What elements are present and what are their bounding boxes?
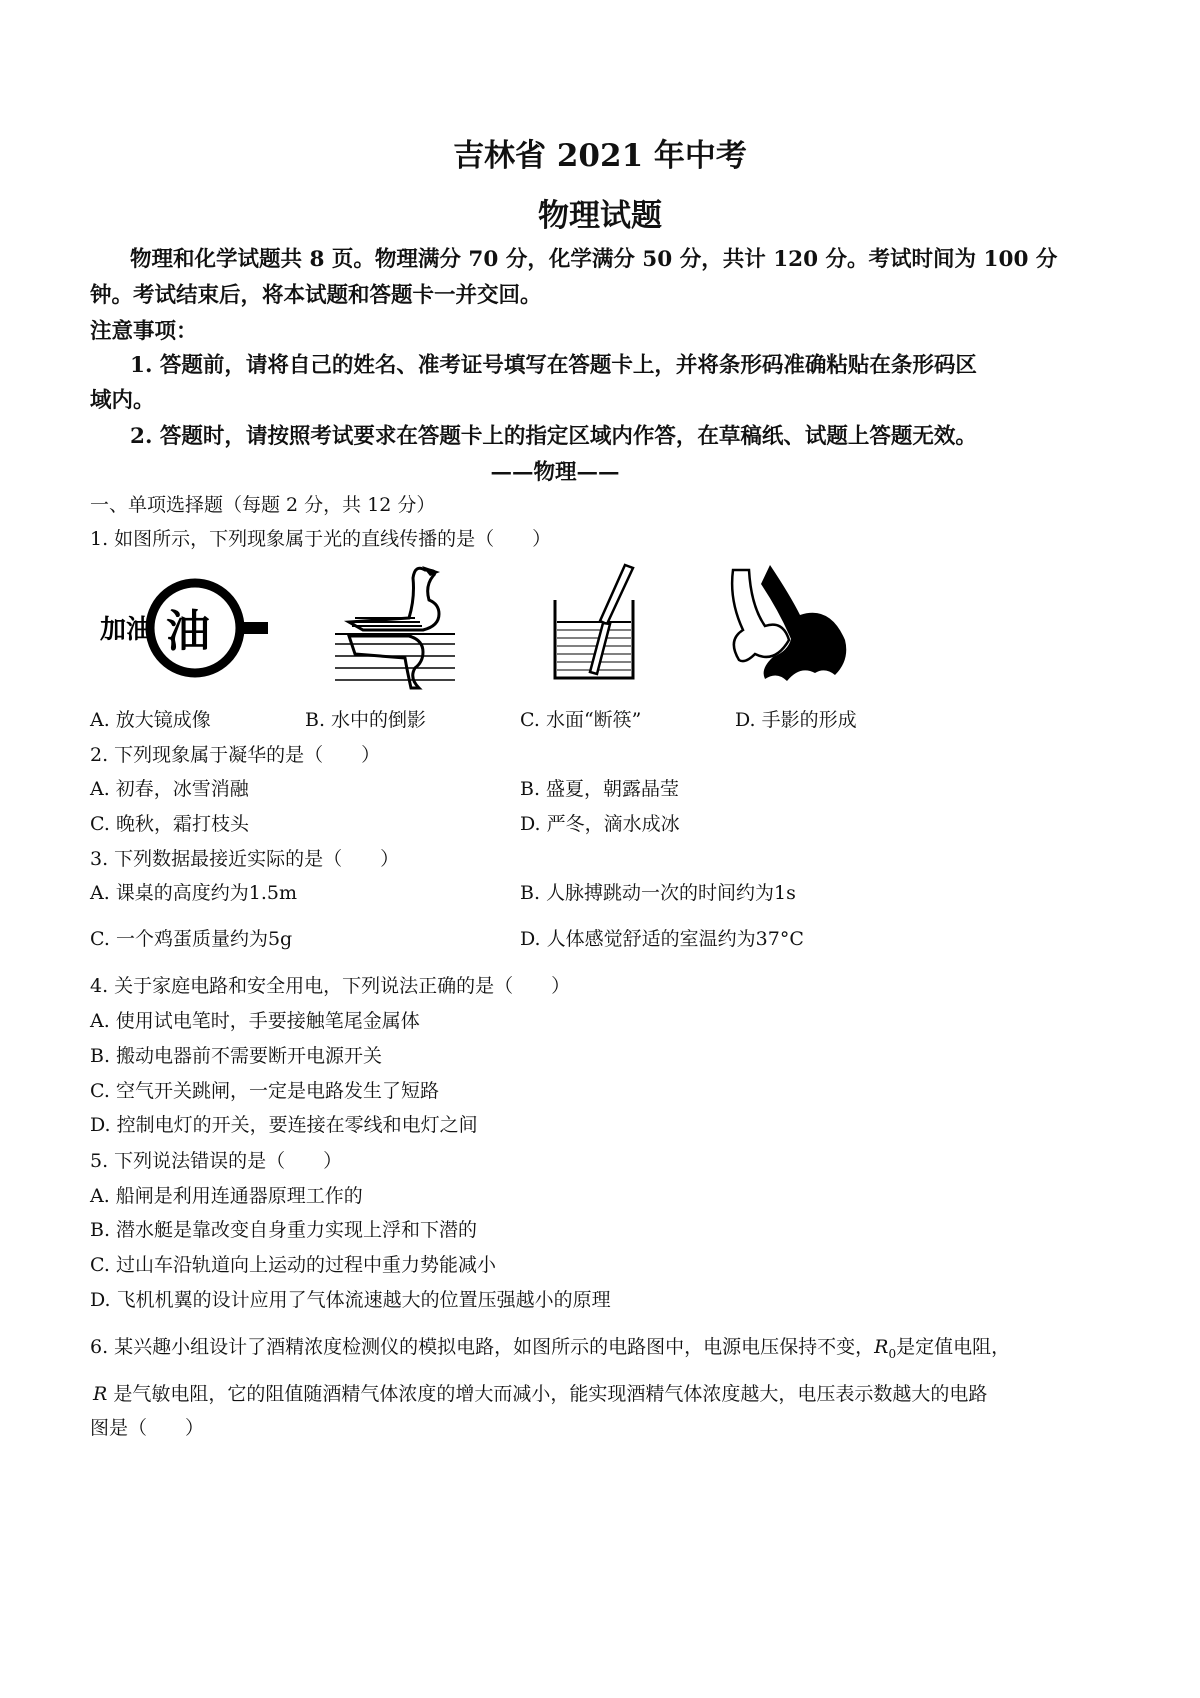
question-2-stem: 2. 下列现象属于凝华的是（ ） <box>90 744 381 766</box>
figure-c-chopsticks <box>545 560 655 690</box>
question-1-option-d: D. 手影的形成 <box>735 709 857 731</box>
question-4-option-b: B. 搬动电器前不需要断开电源开关 <box>90 1045 383 1067</box>
page-title: 吉林省 2021 年中考 <box>453 138 747 174</box>
subject-heading: ——物理—— <box>490 460 620 485</box>
svg-text:油: 油 <box>166 606 210 657</box>
question-2-option-c: C. 晚秋，霜打枝头 <box>90 813 249 835</box>
question-1-option-b: B. 水中的倒影 <box>305 709 427 731</box>
question-5-option-b: B. 潜水艇是靠改变自身重力实现上浮和下潜的 <box>90 1219 478 1241</box>
resistor-r0-symbol: $R_0$ <box>874 1336 897 1361</box>
question-1-option-a: A. 放大镜成像 <box>90 709 211 731</box>
resistor-r-symbol: R <box>93 1383 108 1405</box>
question-5-option-a: A. 船闸是利用连通器原理工作的 <box>90 1185 363 1207</box>
notice-2: 2. 答题时，请按照考试要求在答题卡上的指定区域内作答，在草稿纸、试题上答题无效。 <box>130 424 977 449</box>
question-3-option-b: B. 人脉搏跳动一次的时间约为1s <box>520 882 796 904</box>
question-4-option-a: A. 使用试电笔时，手要接触笔尾金属体 <box>90 1010 420 1032</box>
question-6-line-3: 图是（ ） <box>90 1417 205 1439</box>
question-4-option-c: C. 空气开关跳闸，一定是电路发生了短路 <box>90 1080 439 1102</box>
question-6-line-1-text: 6. 某兴趣小组设计了酒精浓度检测仪的模拟电路，如图所示的电路图中，电源电压保持不变， <box>90 1336 875 1358</box>
notice-1-line-1: 1. 答题前，请将自己的姓名、准考证号填写在答题卡上，并将条形码准确粘贴在条形码区 <box>130 353 977 378</box>
swan-reflection-icon <box>330 560 460 690</box>
question-5-option-d: D. 飞机机翼的设计应用了气体流速越大的位置压强越小的原理 <box>90 1289 611 1311</box>
question-1-option-c: C. 水面“断筷” <box>520 709 642 731</box>
question-6-line-2 <box>93 1379 987 1406</box>
hand-shadow-icon <box>725 560 850 690</box>
question-3-option-c: C. 一个鸡蛋质量约为5g <box>90 928 293 950</box>
figure-a-magnifier <box>95 560 275 690</box>
question-5-stem: 5. 下列说法错误的是（ ） <box>90 1150 343 1172</box>
question-6-line-1 <box>90 1332 1010 1361</box>
page-subtitle: 物理试题 <box>538 198 662 234</box>
question-6-line-1-end: 是定值电阻， <box>896 1336 1011 1358</box>
figure-a-text-small: 加油 <box>100 615 153 645</box>
question-3-stem: 3. 下列数据最接近实际的是（ ） <box>90 848 400 870</box>
figure-d-hand-shadow <box>725 560 850 690</box>
question-3-option-a: A. 课桌的高度约为1.5m <box>90 882 298 904</box>
part-heading: 一、单项选择题（每题 2 分，共 12 分） <box>90 494 436 516</box>
question-2-option-a: A. 初春，冰雪消融 <box>90 778 249 800</box>
notice-1-line-2: 域内。 <box>90 388 155 413</box>
question-4-stem: 4. 关于家庭电路和安全用电，下列说法正确的是（ ） <box>90 975 571 997</box>
question-1-stem: 1. 如图所示，下列现象属于光的直线传播的是（ ） <box>90 528 552 550</box>
question-5-option-c: C. 过山车沿轨道向上运动的过程中重力势能减小 <box>90 1254 496 1276</box>
question-2-option-d: D. 严冬，滴水成冰 <box>520 813 680 835</box>
question-6-line-2-text: 是气敏电阻，它的阻值随酒精气体浓度的增大而减小，能实现酒精气体浓度越大，电压表示数越大的电路 <box>113 1383 988 1405</box>
notice-title: 注意事项： <box>90 319 198 344</box>
magnifier-oil-icon <box>95 560 275 690</box>
figure-b-swan <box>330 560 460 690</box>
question-3-option-d: D. 人体感觉舒适的室温约为37°C <box>520 928 804 950</box>
question-4-option-d: D. 控制电灯的开关，要连接在零线和电灯之间 <box>90 1114 478 1136</box>
chopsticks-in-water-icon <box>545 560 655 690</box>
intro-line-2: 钟。考试结束后，将本试题和答题卡一并交回。 <box>90 283 542 308</box>
intro-line-1: 物理和化学试题共 8 页。物理满分 70 分，化学满分 50 分，共计 120 分。考试时间为 100 分 <box>130 247 1058 272</box>
question-2-option-b: B. 盛夏，朝露晶莹 <box>520 778 680 800</box>
